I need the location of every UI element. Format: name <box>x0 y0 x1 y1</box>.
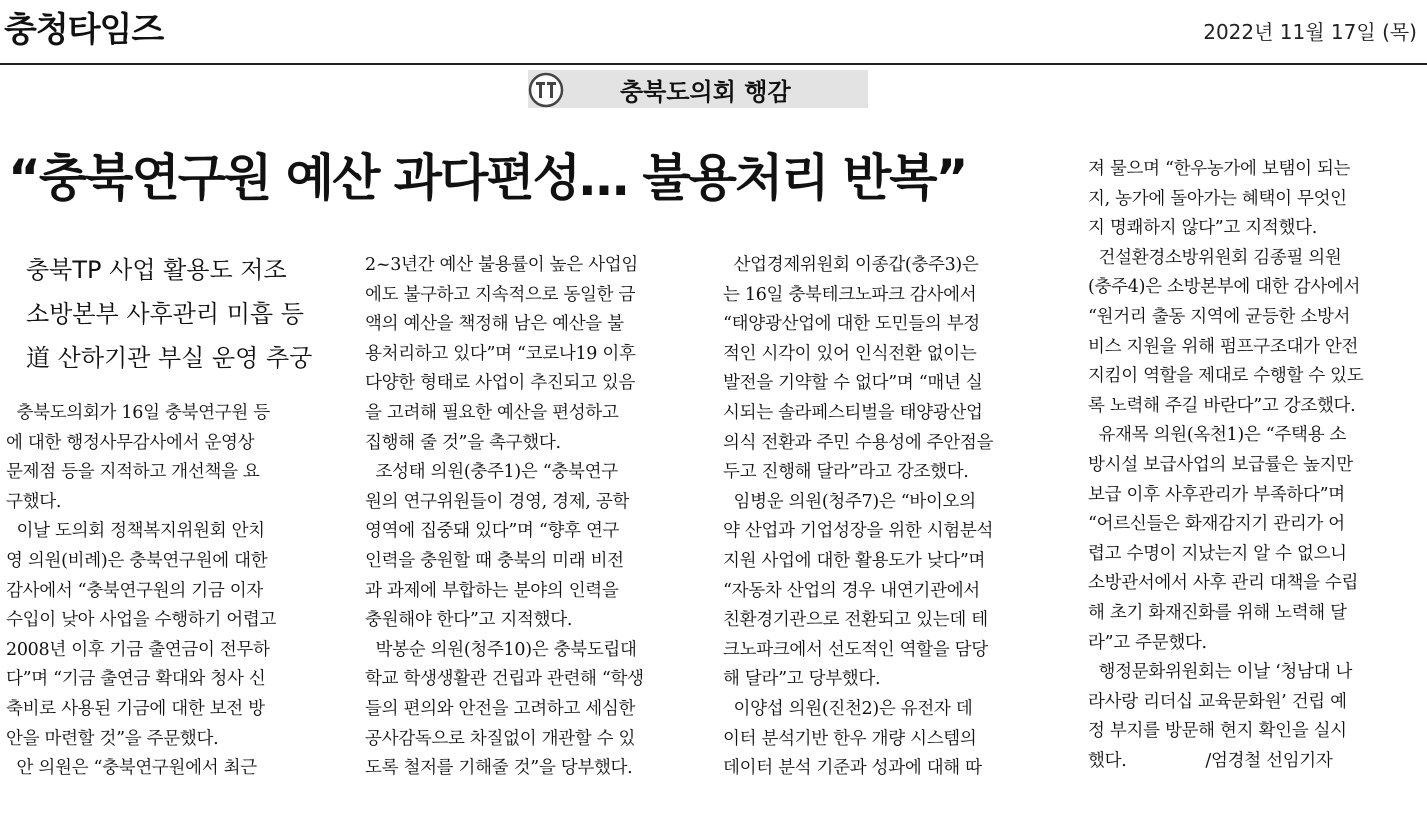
article-text-line: 문제점 등을 지적하고 개선책을 요 <box>6 462 260 483</box>
article-text-line: 축비로 사용된 기금에 대한 보전 방 <box>6 698 265 719</box>
article-text-line: 행정문화위원회는 이날 ‘청남대 나 <box>1088 662 1353 683</box>
article-text-line: “어르신들은 화재감지기 관리가 어 <box>1088 514 1345 535</box>
article-text-line: 임병운 의원(청주7)은 “바이오의 <box>723 491 976 512</box>
article-text-line: 다”며 “기금 출연금 확대와 청사 신 <box>6 669 266 690</box>
article-text-line: 적인 시각이 있어 인식전환 없이는 <box>723 343 977 364</box>
newspaper-name: 충청타임즈 <box>4 10 164 50</box>
article-text-line: 2~3년간 예산 불용률이 높은 사업임 <box>365 255 638 275</box>
article-text-line: 발전을 기약할 수 없다”며 “매년 실 <box>723 373 983 394</box>
subhead-line: 道 산하기관 부실 운영 추궁 <box>26 344 313 372</box>
article-column-1 <box>6 399 338 784</box>
article-text-line: 유재목 의원(옥천1)은 “주택용 소 <box>1088 425 1347 446</box>
article-text-line: 을 고려해 필요한 예산을 편성하고 <box>365 402 619 423</box>
article-text-line: 에도 불구하고 지속적으로 동일한 금 <box>365 284 636 305</box>
article-text-line: (충주4)은 소방본부에 대한 감사에서 <box>1088 277 1361 298</box>
masthead <box>0 0 1427 60</box>
article-text-line: 조성태 의원(충주1)은 “충북연구 <box>365 462 618 483</box>
article-text-line: 이터 분석기반 한우 개량 시스템의 <box>723 728 977 749</box>
article-text-line: 에 대한 행정사무감사에서 운영상 <box>6 432 255 453</box>
article-text-line: 데이터 분석 기준과 성과에 대해 따 <box>723 758 982 779</box>
subhead-line: 충북TP 사업 활용도 저조 <box>26 256 287 284</box>
article-text-line: 원의 연구위원들이 경영, 경제, 공학 <box>365 491 630 512</box>
article-text-line: 안을 마련할 것”을 주문했다. <box>6 728 219 749</box>
article-text-line: 이양섭 의원(진천2)은 유전자 데 <box>723 698 973 719</box>
article-text-line: “태양광산업에 대한 도민들의 부정 <box>723 314 980 335</box>
article-text-line: 소방관서에서 사후 관리 대책을 수립 <box>1088 573 1359 594</box>
article-text-line: 산업경제위원회 이종갑(충주3)은 <box>723 255 979 275</box>
article-text-line: 학교 학생생활관 건립과 관련해 “학생 <box>365 669 644 690</box>
issue-date: 2022년 11월 17일 (목) <box>1203 20 1417 44</box>
masthead-rule <box>0 63 1427 65</box>
article-text-line: 친환경기관으로 전환되고 있는데 테 <box>723 610 988 631</box>
article-text-line: 렵고 수명이 지났는지 알 수 없으니 <box>1088 543 1347 564</box>
article-text-line: 해 초기 화재진화를 위해 노력해 달 <box>1088 602 1347 623</box>
article-text-line: 록 노력해 주길 바란다”고 강조했다. <box>1088 395 1356 416</box>
article-text-line: 감사에서 “충북연구원의 기금 이자 <box>6 580 263 601</box>
article-text-line: 2008년 이후 기금 출연금이 전무하 <box>6 639 270 660</box>
article-text-line: 두고 진행해 달라”라고 강조했다. <box>723 462 969 483</box>
article-text-line: 공사감독으로 차질없이 개관할 수 있 <box>365 728 636 749</box>
article-text-line: 정 부지를 방문해 현지 확인을 실시 <box>1088 721 1347 742</box>
article-text-line: 시되는 솔라페스티벌을 태양광산업 <box>723 402 983 423</box>
article-text-line: 라”고 주문했다. <box>1088 632 1207 653</box>
article-text-line: 충북도의회가 16일 충북연구원 등 <box>6 403 270 423</box>
article-text-line: 크노파크에서 선도적인 역할을 담당 <box>723 639 988 660</box>
article-text-line: 는 16일 충북테크노파크 감사에서 <box>723 284 977 305</box>
article-text-line: 충원해야 한다”고 지적했다. <box>365 610 573 631</box>
article-text-line: 이날 도의회 정책복지위원회 안치 <box>6 521 265 542</box>
article-text-line: 방시설 보급사업의 보급률은 높지만 <box>1088 454 1353 475</box>
article-text-line: 지 명쾌하지 않다”고 지적했다. <box>1088 218 1317 239</box>
article-text-line: 다양한 형태로 사업이 추진되고 있음 <box>365 373 636 394</box>
article-text-line: “자동차 산업의 경우 내연기관에서 <box>723 580 980 601</box>
article-text-line: 지킴이 역할을 제대로 수행할 수 있도 <box>1088 366 1364 387</box>
tt-circle-logo-icon <box>528 72 564 108</box>
article-text-line: 영역에 집중돼 있다”며 “향후 연구 <box>365 521 620 542</box>
article-headline: “충북연구원 예산 과다편성… 불용처리 반복” <box>8 149 967 207</box>
article-text-line: 져 물으며 “한우농가에 보탬이 되는 <box>1088 159 1351 179</box>
article-text-line: 했다. /엄경철 선임기자 <box>1088 750 1333 771</box>
article-text-line: 비스 지원을 위해 펌프구조대가 안전 <box>1088 336 1359 357</box>
article-text-line: 집행해 줄 것”을 촉구했다. <box>365 432 561 453</box>
article-text-line: 구했다. <box>6 491 62 512</box>
section-label: 충북도의회 행감 <box>620 78 791 106</box>
article-column-3 <box>723 251 1055 784</box>
article-text-line: 건설환경소방위원회 김종필 의원 <box>1088 247 1342 268</box>
article-text-line: 안 의원은 “충북연구원에서 최근 <box>6 758 257 779</box>
article-text-line: 약 산업과 기업성장을 위한 시험분석 <box>723 521 994 542</box>
article-text-line: 의식 전환과 주민 수용성에 주안점을 <box>723 432 994 453</box>
section-banner <box>528 70 868 108</box>
subhead-line: 소방본부 사후관리 미흡 등 <box>26 300 304 328</box>
article-text-line: 지원 사업에 대한 활용도가 낮다”며 <box>723 550 986 571</box>
article-text-line: 과 과제에 부합하는 분야의 인력을 <box>365 580 619 601</box>
article-text-line: 지, 농가에 돌아가는 혜택이 무엇인 <box>1088 188 1347 209</box>
article-text-line: “원거리 출동 지역에 균등한 소방서 <box>1088 306 1351 327</box>
article-text-line: 해 달라”고 당부했다. <box>723 669 881 690</box>
article-text-line: 인력을 충원할 때 충북의 미래 비전 <box>365 550 624 571</box>
article-text-line: 박봉순 의원(청주10)은 충북도립대 <box>365 639 637 660</box>
article-column-4 <box>1088 155 1420 776</box>
article-text-line: 영 의원(비례)은 충북연구원에 대한 <box>6 550 268 571</box>
article-text-line: 수입이 낮아 사업을 수행하기 어렵고 <box>6 610 277 631</box>
article-text-line: 도록 철저를 기해줄 것”을 당부했다. <box>365 758 633 779</box>
article-subheads <box>26 248 312 380</box>
article-text-line: 용처리하고 있다”며 “코로나19 이후 <box>365 343 636 364</box>
article-column-2 <box>365 251 697 784</box>
article-text-line: 액의 예산을 책정해 남은 예산을 불 <box>365 314 624 335</box>
article-text-line: 라사랑 리더십 교육문화원’ 건립 예 <box>1088 691 1347 712</box>
article-text-line: 보급 이후 사후관리가 부족하다”며 <box>1088 484 1345 505</box>
article-text-line: 들의 편의와 안전을 고려하고 세심한 <box>365 698 636 719</box>
